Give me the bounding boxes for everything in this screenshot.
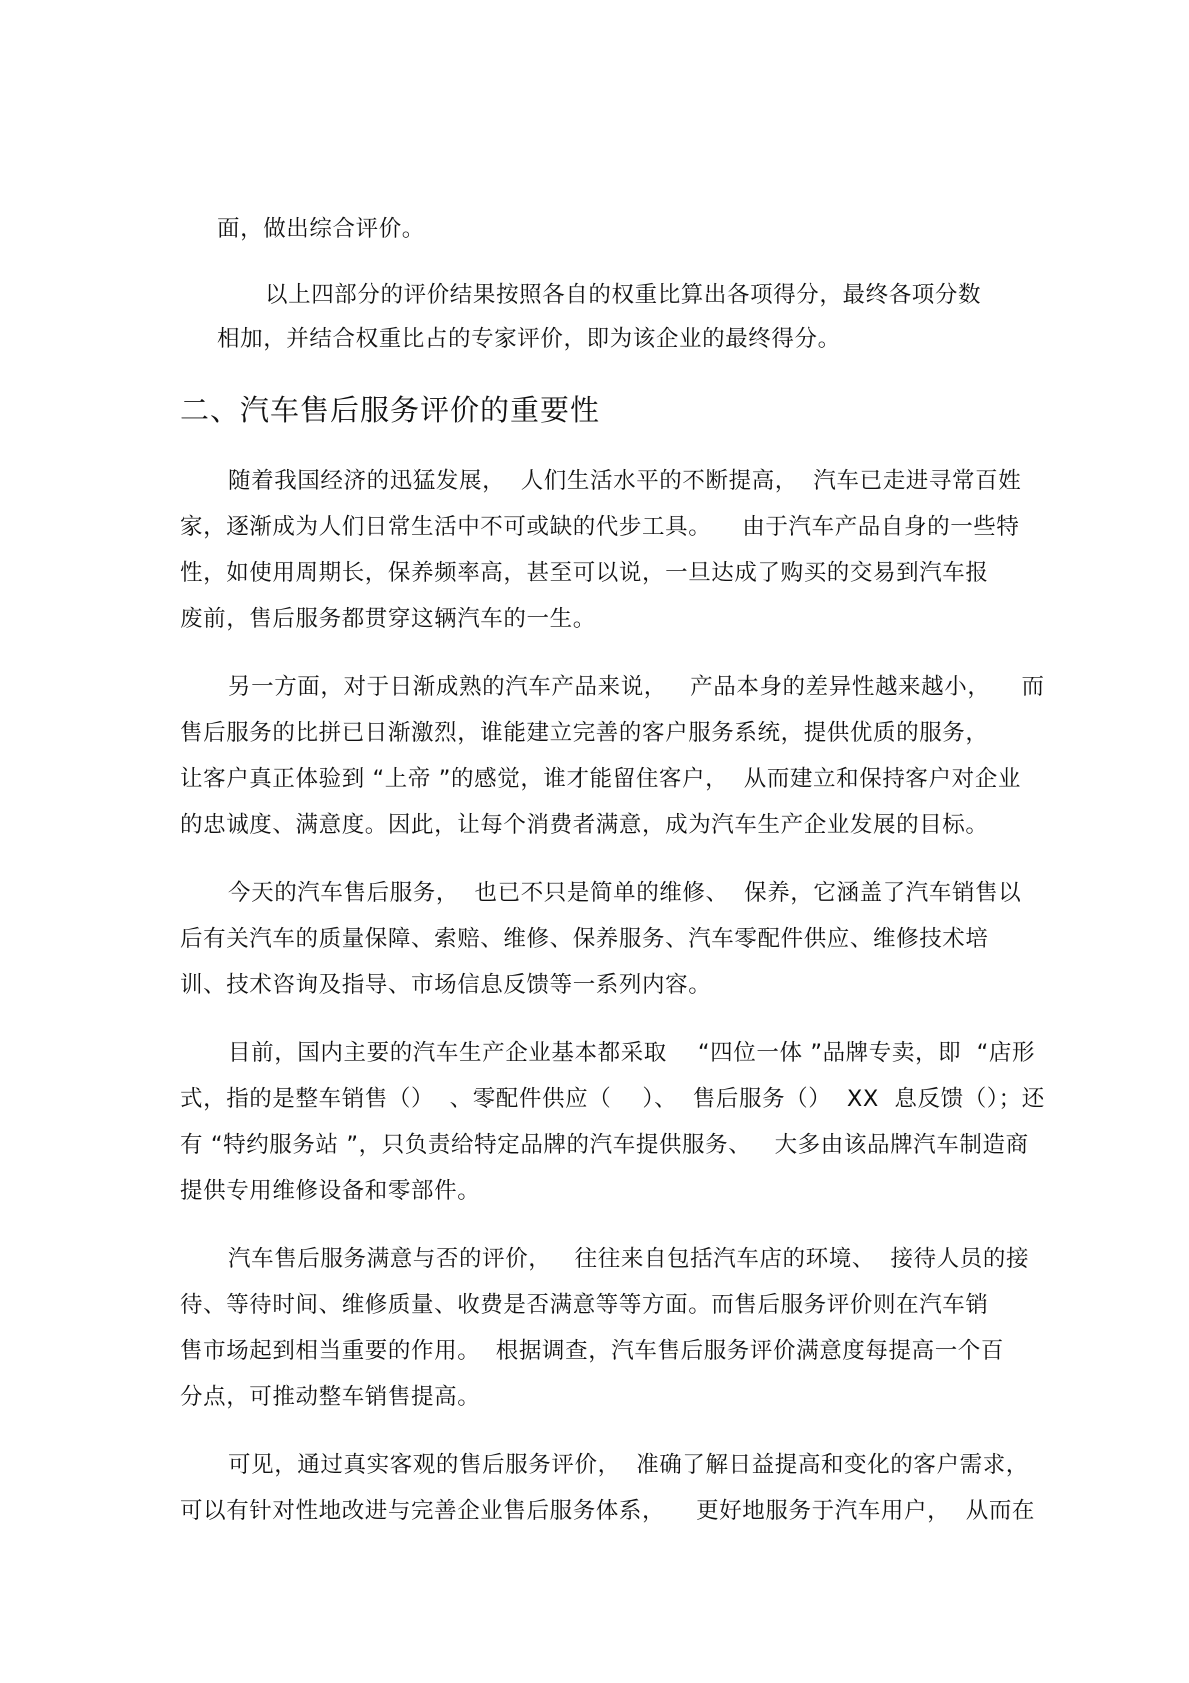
paragraph-line: 训、技术咨询及指导、市场信息反馈等一系列内容。 [180,972,712,998]
paragraph-line: 让客户真正体验到 “上帝 ”的感觉，谁才能留住客户， 从而建立和保持客户对企业 [180,766,1021,792]
intro-line: 相加，并结合权重比占的专家评价，即为该企业的最终得分。 [217,326,841,352]
paragraph-line: 有 “特约服务站 ”，只负责给特定品牌的汽车提供服务、 大多由该品牌汽车制造商 [180,1132,1029,1158]
paragraph-line: 废前，售后服务都贯穿这辆汽车的一生。 [180,606,596,632]
paragraph-line: 可见，通过真实客观的售后服务评价， 准确了解日益提高和变化的客户需求， [228,1452,1029,1478]
section-heading: 二、汽车售后服务评价的重要性 [180,393,601,427]
paragraph-line: 汽车售后服务满意与否的评价， 往往来自包括汽车店的环境、 接待人员的接 [228,1246,1030,1272]
paragraph-line: 可以有针对性地改进与完善企业售后服务体系， 更好地服务于汽车用户， 从而在 [180,1498,1036,1524]
paragraph-line: 家，逐渐成为人们日常生活中不可或缺的代步工具。 由于汽车产品自身的一些特 [180,514,1020,540]
paragraph-line: 另一方面，对于日渐成熟的汽车产品来说， 产品本身的差异性越来越小， 而 [228,674,1045,700]
paragraph-line: 目前，国内主要的汽车生产企业基本都采取 “四位一体 ”品牌专卖，即 “店形 [228,1040,1036,1066]
paragraph-line: 今天的汽车售后服务， 也已不只是简单的维修、 保养，它涵盖了汽车销售以 [228,880,1022,906]
paragraph-line: 售市场起到相当重要的作用。 根据调查，汽车售后服务评价满意度每提高一个百 [180,1338,1005,1364]
paragraph-line: 提供专用维修设备和零部件。 [180,1178,481,1204]
paragraph-line: 后有关汽车的质量保障、索赔、维修、保养服务、汽车零配件供应、维修技术培 [180,926,989,952]
paragraph-line: 待、等待时间、维修质量、收费是否满意等等方面。而售后服务评价则在汽车销 [180,1292,989,1318]
paragraph-line: 式，指的是整车销售（） 、零配件供应（ ）、 售后服务（） XX 息反馈（）；还 [180,1086,1045,1112]
intro-line: 面，做出综合评价。 [217,216,425,242]
paragraph-line: 随着我国经济的迅猛发展， 人们生活水平的不断提高， 汽车已走进寻常百姓 [228,468,1022,494]
paragraph-line: 售后服务的比拼已日渐激烈，谁能建立完善的客户服务系统，提供优质的服务， [180,720,989,746]
paragraph-line: 分点，可推动整车销售提高。 [180,1384,481,1410]
intro-line: 以上四部分的评价结果按照各自的权重比算出各项得分，最终各项分数 [265,282,982,308]
paragraph-line: 的忠诚度、满意度。因此，让每个消费者满意，成为汽车生产企业发展的目标。 [180,812,989,838]
paragraph-line: 性，如使用周期长，保养频率高，甚至可以说，一旦达成了购买的交易到汽车报 [180,560,989,586]
